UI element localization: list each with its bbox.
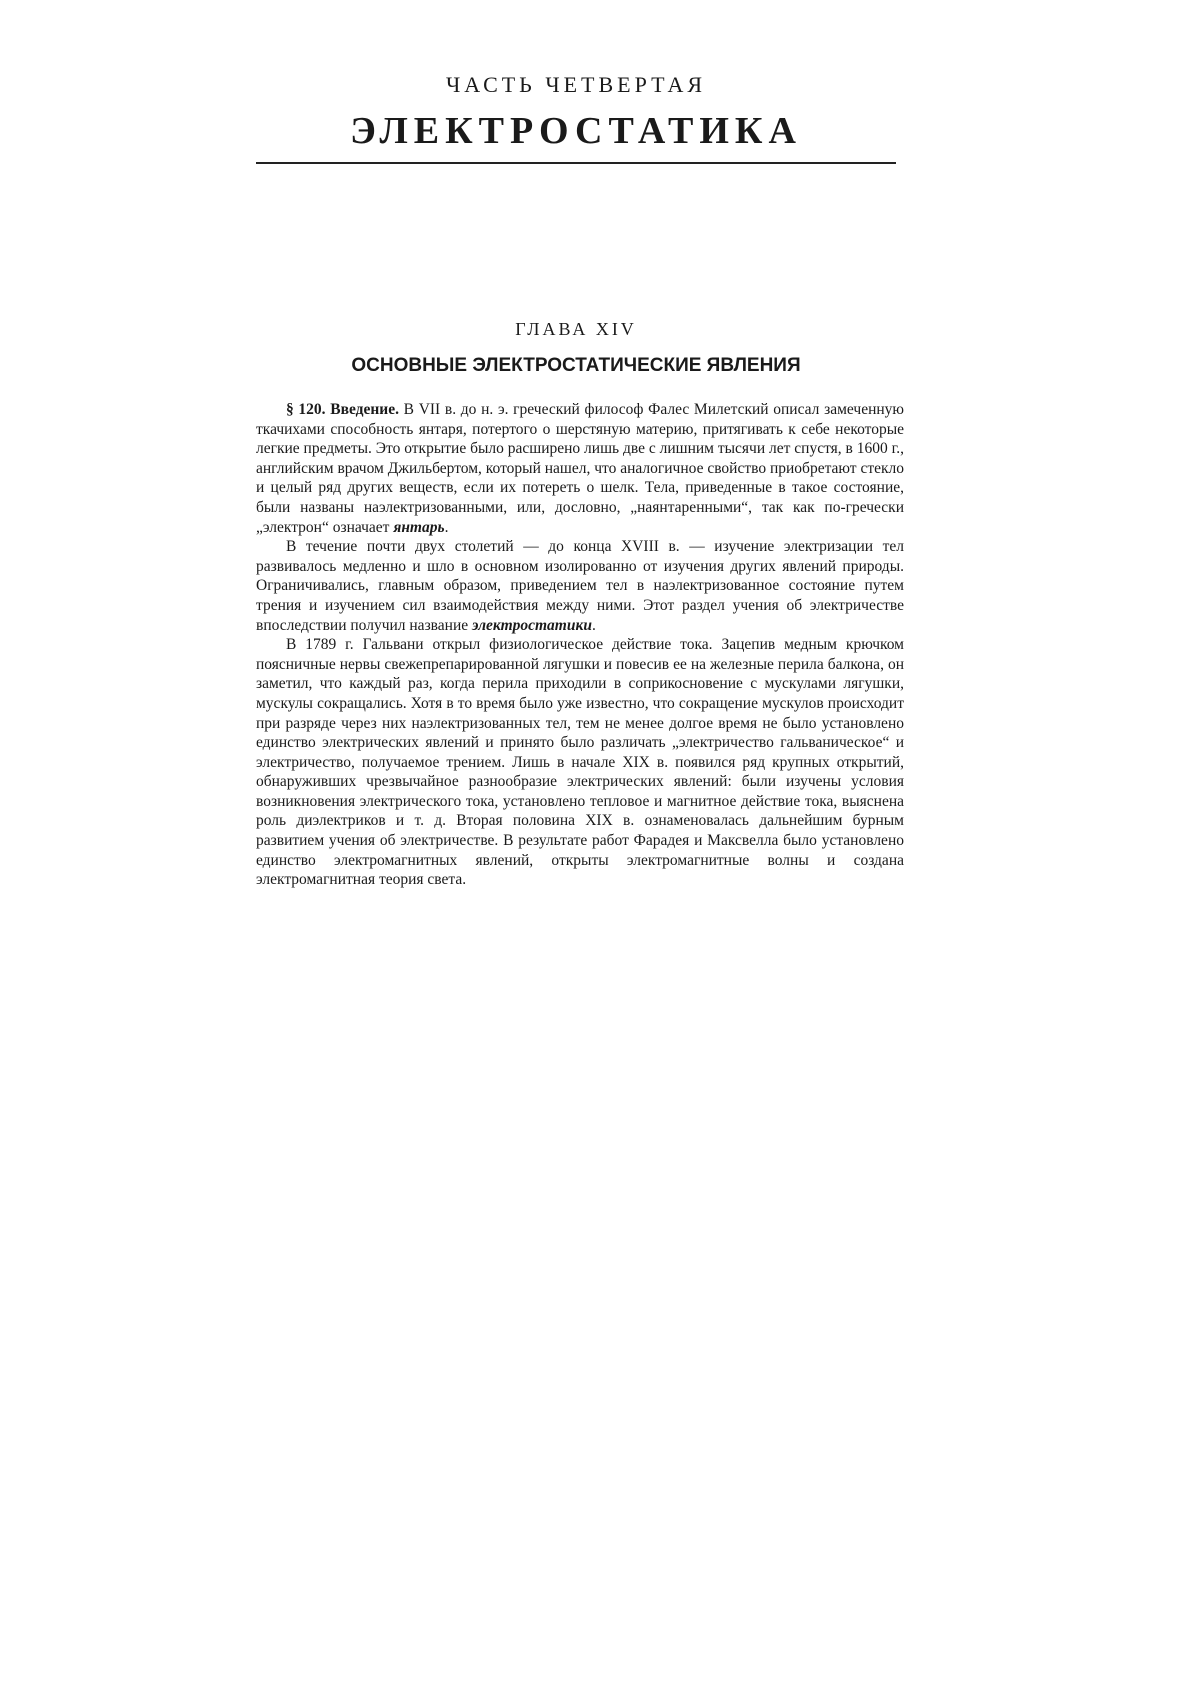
- part-title: ЧАСТЬ ЧЕТВЕРТАЯ: [445, 72, 707, 97]
- paragraph-text-end: .: [444, 518, 449, 536]
- section-title: ЭЛЕКТРОСТАТИКА: [350, 110, 802, 152]
- paragraph-galvani: В 1789 г. Гальвани открыл физиологическое действие тока. Зацепив медным крючком поясничные нервы свежепрепарированной лягушки и повесив ее на железные перила балкона, он заметил, что каждый раз, когда перила приходили в соприкосновение с мускулами лягушки, мускулы сокращались. Хотя в то время было уже известно, что сокращение мускулов происходит при разряде через них наэлектризованных тел, тем не менее долгое время не было установлено единство электрических явлений и принято было различать „электричество гальваническое“ и электричество, получаемое трением. Лишь в начале XIX в. появился ряд крупных открытий, обнаруживших чрезвычайное разнообразие электрических явлений: были изучены условия возникновения электрического тока, установлено тепловое и магнитное действие тока, выяснена роль диэлектриков и т. д. Вторая половина XIX в. ознаменовалась дальнейшим бурным развитием учения об электричестве. В результате работ Фарадея и Максвелла было установлено единство электромагнитных явлений, открыты электромагнитные волны и создана электромагнитная теория света.: [256, 636, 904, 889]
- chapter-label: ГЛАВА XIV: [515, 319, 637, 339]
- emphasized-term: электростатики: [472, 616, 592, 634]
- body-text: [256, 400, 904, 890]
- paragraph-text: В течение почти двух столетий — до конца XVIII в. — изучение электризации тел развивалось медленно и шло в основном изолированно от изучения других явлений природы. Ограничивались, главным образом, приведением тел в наэлектризованное состояние путем трения и изучением сил взаимодействия между ними. Этот раздел учения об электричестве впоследствии получил название: [256, 538, 904, 634]
- paragraph-introduction: [256, 400, 904, 537]
- emphasized-term: янтарь: [393, 518, 445, 536]
- paragraph-text-end: .: [591, 616, 596, 634]
- chapter-title: ОСНОВНЫЕ ЭЛЕКТРОСТАТИЧЕСКИЕ ЯВЛЕНИЯ: [351, 355, 801, 376]
- title-divider: [256, 162, 896, 164]
- paragraph-text: В VII в. до н. э. греческий философ Фалес Милетский описал замеченную ткачихами способность янтаря, потертого о шерстяную материю, притягивать к себе некоторые легкие предметы. Это открытие было расширено лишь две с лишним тысячи лет спустя, в 1600 г., английским врачом Джильбертом, который нашел, что аналогичное свойство приобретают стекло и целый ряд других веществ, если их потереть о шелк. Тела, приведенные в такое состояние, были названы наэлектризованными, или, дословно, „наянтаренными“, так как по-гречески „электрон“ означает: [256, 401, 905, 536]
- paragraph-history: [256, 537, 904, 635]
- section-name: Введение.: [330, 401, 399, 418]
- section-number: § 120.: [286, 401, 326, 418]
